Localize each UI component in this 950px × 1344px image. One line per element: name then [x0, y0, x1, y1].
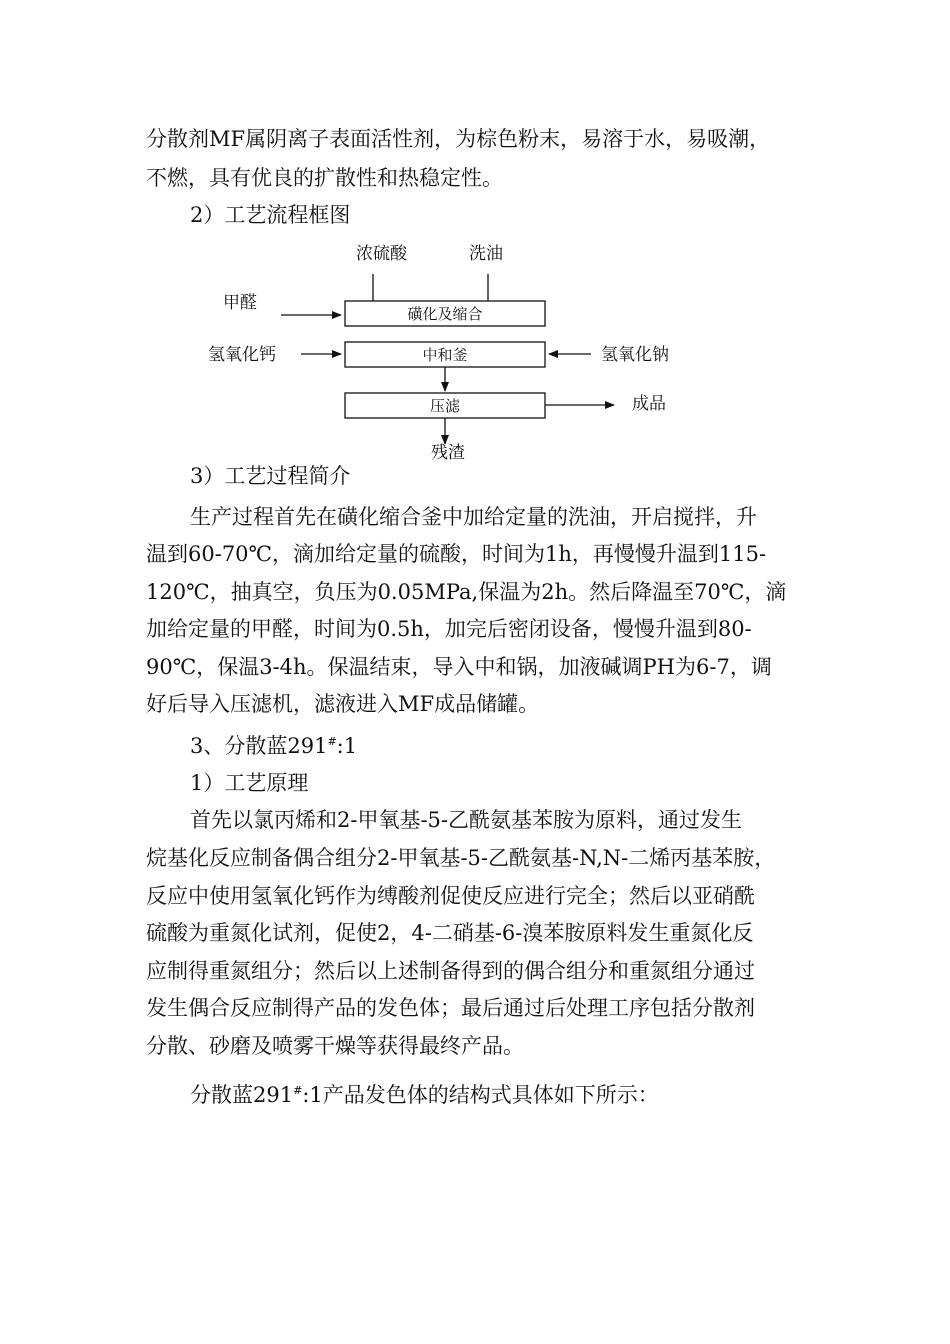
process-line-3: 120℃，抽真空，负压为0.05MPa,保温为2h。然后降温至70℃，滴: [146, 580, 787, 604]
flow-heading: 2）工艺流程框图: [190, 203, 351, 227]
output-residue-label: 残渣: [431, 443, 465, 463]
principle-heading: 1）工艺原理: [190, 771, 309, 795]
box-sulfonation-label: 磺化及缩合: [407, 305, 483, 323]
input-wash-oil-label: 洗油: [469, 244, 503, 264]
principle-line-6: 发生偶合反应制得产品的发色体；最后通过后处理工序包括分散剂: [146, 996, 755, 1020]
output-product-label: 成品: [632, 394, 666, 414]
input-sulfuric-acid-label: 浓硫酸: [356, 244, 407, 264]
principle-line-3: 反应中使用氢氧化钙作为缚酸剂促使反应进行完全；然后以亚硝酰: [146, 884, 755, 908]
section-3-heading: 3、分散蓝291#:1: [190, 734, 358, 758]
process-line-5: 90℃，保温3-4h。保温结束，导入中和锅，加液碱调PH为6-7，调: [146, 655, 772, 679]
principle-line-4: 硫酸为重氮化试剂，促使2，4-二硝基-6-溴苯胺原料发生重氮化反: [146, 921, 754, 945]
process-line-6: 好后导入压滤机，滤液进入MF成品储罐。: [146, 692, 540, 716]
box-neutralization-label: 中和釜: [422, 346, 468, 364]
intro-line-2: 不燃，具有优良的扩散性和热稳定性。: [146, 166, 503, 190]
intro-line-1: 分散剂MF属阴离子表面活性剂，为棕色粉末，易溶于水，易吸潮，: [146, 127, 771, 151]
principle-line-2: 烷基化反应制备偶合组分2-甲氧基-5-乙酰氨基-N,N-二烯丙基苯胺，: [146, 846, 776, 870]
process-line-2: 温到60-70℃，滴加给定量的硫酸，时间为1h，再慢慢升温到115-: [146, 542, 767, 566]
principle-line-7: 分散、砂磨及喷雾干燥等获得最终产品。: [146, 1034, 524, 1058]
principle-line-5: 应制得重氮组分；然后以上述制备得到的偶合组分和重氮组分通过: [146, 959, 755, 983]
input-formaldehyde-label: 甲醛: [223, 293, 257, 313]
principle-line-1: 首先以氯丙烯和2-甲氧基-5-乙酰氨基苯胺为原料，通过发生: [190, 808, 743, 832]
input-sodium-hydroxide-label: 氢氧化钠: [601, 345, 669, 365]
process-heading: 3）工艺过程简介: [190, 464, 351, 488]
input-calcium-hydroxide-label: 氢氧化钙: [208, 345, 276, 365]
process-line-4: 加给定量的甲醛，时间为0.5h，加完后密闭设备，慢慢升温到80-: [146, 617, 752, 641]
process-flow-diagram: [0, 0, 950, 470]
structure-caption: 分散蓝291#:1产品发色体的结构式具体如下所示：: [190, 1083, 659, 1107]
process-line-1: 生产过程首先在磺化缩合釜中加给定量的洗油，开启搅拌，升: [190, 505, 757, 529]
box-filter-label: 压滤: [429, 397, 461, 415]
